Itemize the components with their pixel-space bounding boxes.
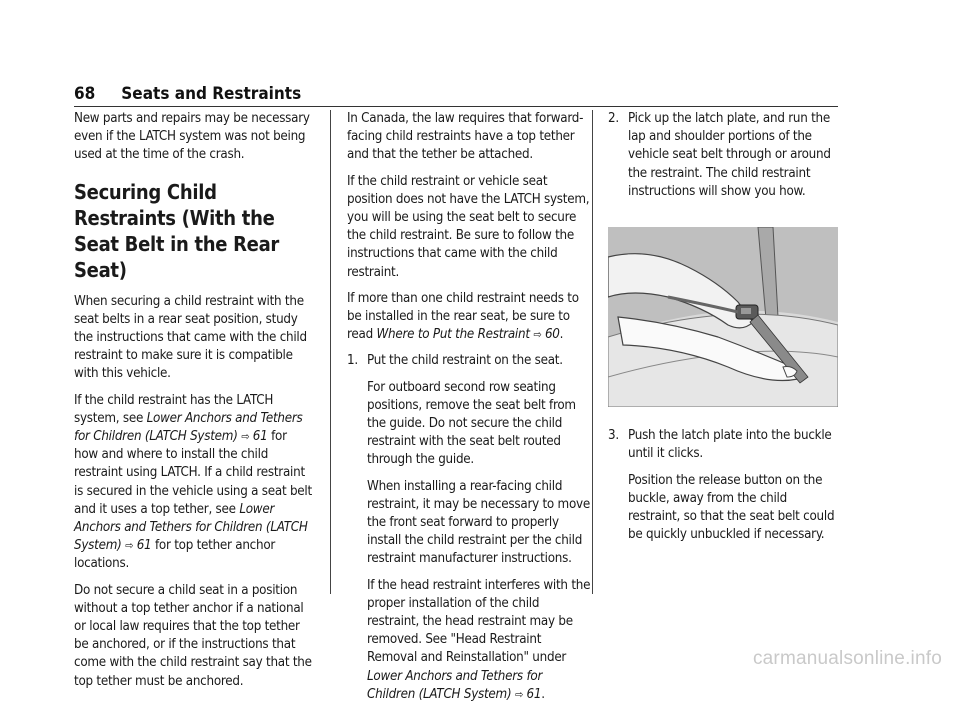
step-number: 1. <box>347 353 358 369</box>
paragraph: New parts and repairs may be necessary even if the LATCH system was not being used at the time of the crash. <box>74 111 310 163</box>
step-text: Put the child restraint on the seat. <box>367 353 563 369</box>
step-number: 2. <box>608 111 619 126</box>
paragraph: Do not secure a child seat in a position without a top tether anchor if a national or local law requires that the top tether be anchored, or if the instructions that come with the child restraint say that the top tether must be anchored. <box>74 582 312 689</box>
page-reference-icon: ⇨ <box>533 328 542 342</box>
page-reference-icon: ⇨ <box>125 539 134 553</box>
header-rule <box>74 106 838 107</box>
cross-reference-link[interactable]: Lower Anchors and Tethers for Children (LATCH System) <box>367 668 543 702</box>
paragraph: If the child restraint or vehicle seat position does not have the LATCH system, you will be using the seat belt to secure the child restraint. Be sure to follow the instructions that came with the child restraint. <box>347 173 590 280</box>
step-text: Push the latch plate into the buckle until it clicks. <box>628 428 832 462</box>
section-heading: Securing Child Restraints (With the Seat Belt in the Rear Seat) <box>74 179 280 282</box>
watermark-text: carmanualsonline.info <box>752 648 942 669</box>
seat-belt-latch-illustration <box>608 227 838 407</box>
step-text: Pick up the latch plate, and run the lap and shoulder portions of the vehicle seat belt through or around the restraint. The child restraint instructions will show you how. <box>628 111 831 199</box>
column-2 <box>347 110 591 712</box>
step-paragraph: For outboard second row seating positions, remove the seat belt from the guide. Do not secure the child restraint with the seat belt routed through the guide. <box>367 379 576 468</box>
cross-reference-link[interactable]: Lower Anchors and Tethers for Children (LATCH System) <box>74 410 303 445</box>
step-paragraph: When installing a rear-facing child restraint, it may be necessary to move the front seat forward to properly install the child restraint per the child restraint manufacturer instructions. <box>367 478 590 567</box>
step-3 <box>608 427 838 463</box>
paragraph: If more than one child restraint needs to be installed in the rear seat, be sure to read Where to Put the Restraint ⇨ 60. <box>347 290 579 343</box>
page-reference-icon: ⇨ <box>241 430 250 444</box>
step-number: 3. <box>608 428 619 444</box>
column-divider <box>330 110 331 594</box>
page-reference[interactable]: 61 <box>252 429 268 445</box>
column-3 <box>608 110 838 552</box>
section-title: Seats and Restraints <box>121 84 302 104</box>
page-number: 68 <box>74 84 96 104</box>
page-reference[interactable]: 61 <box>136 538 152 554</box>
column-divider <box>592 110 593 594</box>
page-reference[interactable]: 61 <box>526 686 542 702</box>
paragraph: When securing a child restraint with the seat belts in a rear seat position, study the instructions that came with the child restraint to make sure it is compatible with this vehicle. <box>74 293 307 382</box>
cross-reference-link[interactable]: Lower Anchors and Tethers for Children (LATCH System) <box>74 501 308 554</box>
step-paragraph: If the head restraint interferes with the proper installation of the child restraint, the head restraint may be removed. See "Head Restraint Removal and Reinstallation" under Lower Anchors and Tethers for Children (LATCH System) ⇨ 61. <box>367 577 591 702</box>
page-reference-icon: ⇨ <box>514 687 523 701</box>
page-header <box>74 84 838 104</box>
cross-reference-link[interactable]: Where to Put the Restraint <box>376 327 530 343</box>
paragraph: If the child restraint has the LATCH system, see Lower Anchors and Tethers for Children (LATCH System) ⇨ 61 for how and where to install the child restraint using LATCH. If a child restraint is secured in the vehicle using a seat belt and it uses a top tether, see Lower Anchors and Tethers for Children (LATCH System) ⇨ 61 for top tether anchor locations. <box>74 392 312 572</box>
paragraph: In Canada, the law requires that forward-facing child restraints have a top tether and that the tether be attached. <box>347 111 584 163</box>
column-1 <box>74 110 314 699</box>
step-paragraph: Position the release button on the buckle, away from the child restraint, so that the seat belt could be quickly unbuckled if necessary. <box>628 472 835 543</box>
page-reference[interactable]: 60 <box>544 327 560 343</box>
step-2 <box>608 110 838 201</box>
step-1 <box>347 352 591 370</box>
